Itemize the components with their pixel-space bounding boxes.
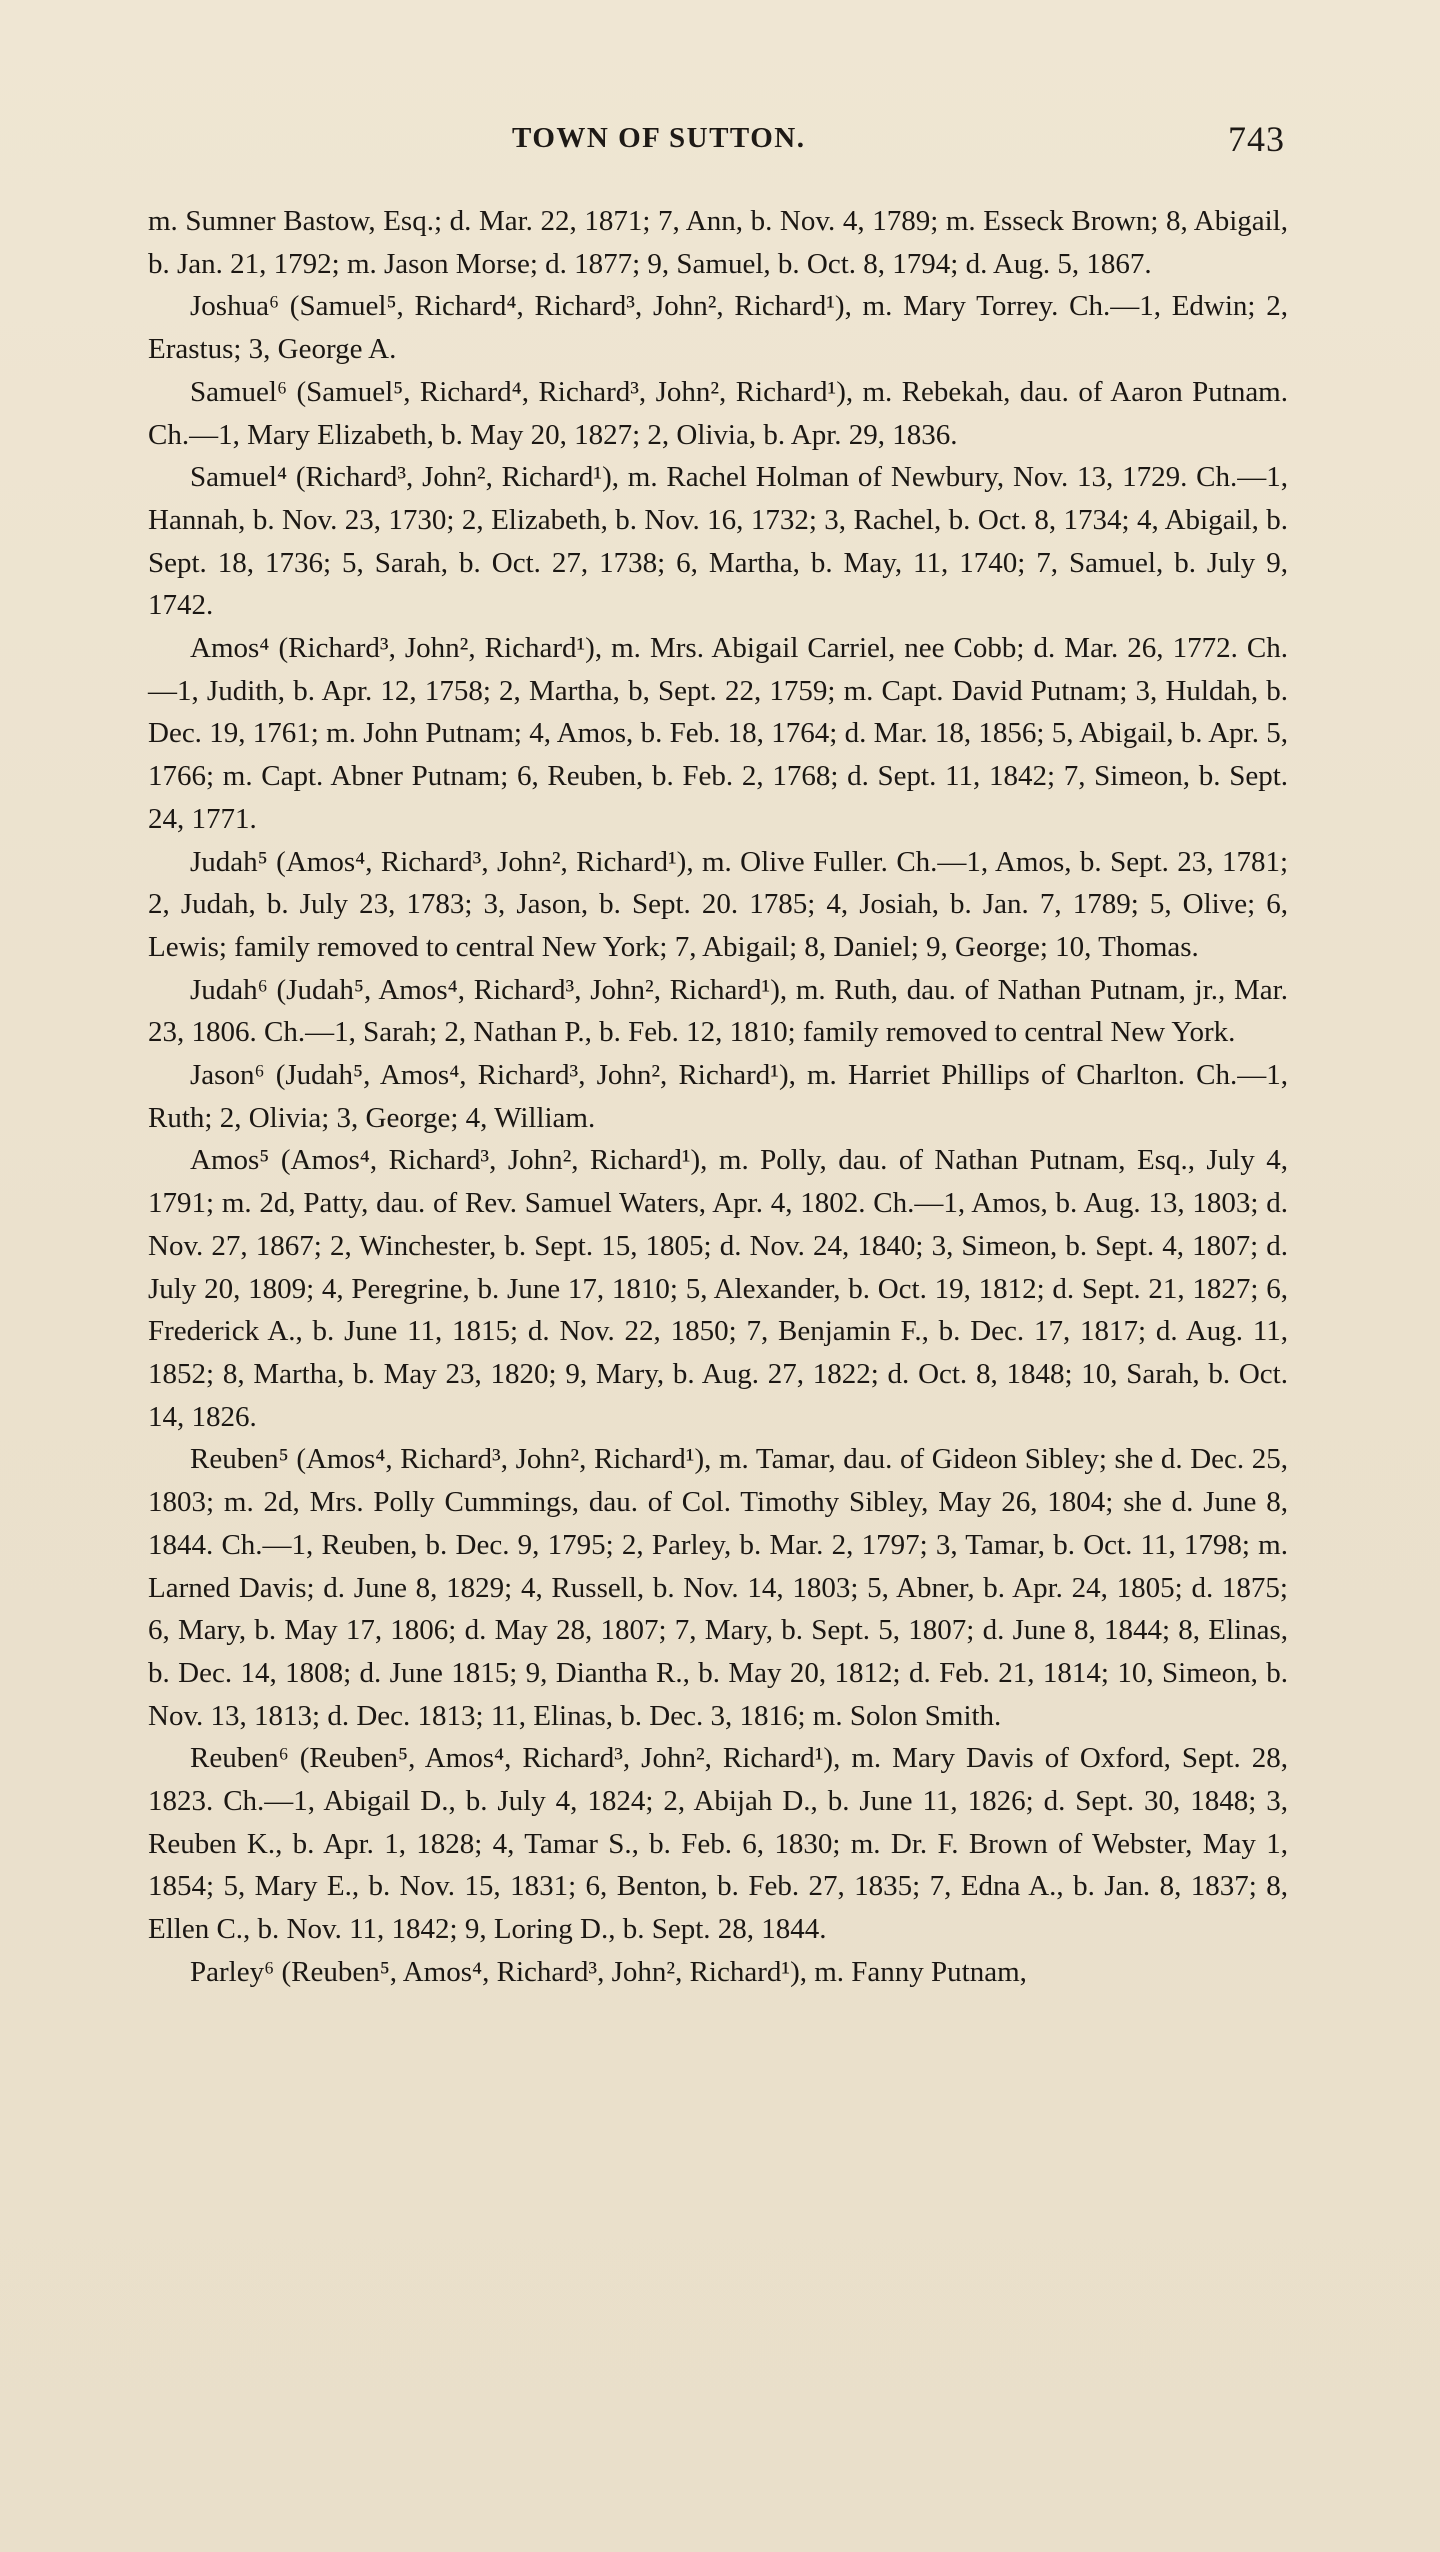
paragraph-samuel-4: Samuel⁴ (Richard³, John², Richard¹), m. Rachel Holman of Newbury, Nov. 13, 1729. Ch.—1, Hannah, b. Nov. 23, 1730; 2, Elizabeth, b. Nov. 16, 1732; 3, Rachel, b. Oct. 8, 1734; 4, Abigail, b. Sept. 18, 1736; 5, Sarah, b. Oct. 27, 1738; 6, Martha, b. May, 11, 1740; 7, Samuel, b. July 9, 1742. xyxy=(148,461,1288,622)
running-header xyxy=(0,118,1440,168)
page-number: 743 xyxy=(1228,119,1285,159)
paragraph-joshua: Joshua⁶ (Samuel⁵, Richard⁴, Richard³, John², Richard¹), m. Mary Torrey. Ch.—1, Edwin; 2, Erastus; 3, George A. xyxy=(148,290,1288,366)
header-title: TOWN OF SUTTON. xyxy=(512,122,806,154)
body-text xyxy=(148,200,1288,1994)
paragraph-reuben-5: Reuben⁵ (Amos⁴, Richard³, John², Richard¹), m. Tamar, dau. of Gideon Sibley; she d. Dec. 25, 1803; m. 2d, Mrs. Polly Cummings, dau. of Col. Timothy Sibley, May 26, 1804; she d. June 8, 1844. Ch.—1, Reuben, b. Dec. 9, 1795; 2, Parley, b. Mar. 2, 1797; 3, Tamar, b. Oct. 11, 1798; m. Larned Davis; d. June 8, 1829; 4, Russell, b. Nov. 14, 1803; 5, Abner, b. Apr. 24, 1805; d. 1875; 6, Mary, b. May 17, 1806; d. May 28, 1807; 7, Mary, b. Sept. 5, 1807; d. June 8, 1844; 8, Elinas, b. Dec. 14, 1808; d. June 1815; 9, Diantha R., b. May 20, 1812; d. Feb. 21, 1814; 10, Simeon, b. Nov. 13, 1813; d. Dec. 1813; 11, Elinas, b. Dec. 3, 1816; m. Solon Smith. xyxy=(148,1443,1288,1732)
paragraph-samuel-6: Samuel⁶ (Samuel⁵, Richard⁴, Richard³, John², Richard¹), m. Rebekah, dau. of Aaron Putnam. Ch.—1, Mary Elizabeth, b. May 20, 1827; 2, Olivia, b. Apr. 29, 1836. xyxy=(148,375,1288,451)
paragraph-amos-4: Amos⁴ (Richard³, John², Richard¹), m. Mrs. Abigail Carriel, nee Cobb; d. Mar. 26, 1772. Ch.—1, Judith, b. Apr. 12, 1758; 2, Martha, b, Sept. 22, 1759; m. Capt. David Putnam; 3, Huldah, b. Dec. 19, 1761; m. John Putnam; 4, Amos, b. Feb. 18, 1764; d. Mar. 18, 1856; 5, Abigail, b. Apr. 5, 1766; m. Capt. Abner Putnam; 6, Reuben, b. Feb. 2, 1768; d. Sept. 11, 1842; 7, Simeon, b. Sept. 24, 1771. xyxy=(148,632,1288,835)
paragraph-judah-6: Judah⁶ (Judah⁵, Amos⁴, Richard³, John², Richard¹), m. Ruth, dau. of Nathan Putnam, jr., Mar. 23, 1806. Ch.—1, Sarah; 2, Nathan P., b. Feb. 12, 1810; family removed to central New York. xyxy=(148,973,1288,1049)
paragraph-parley-6: Parley⁶ (Reuben⁵, Amos⁴, Richard³, John², Richard¹), m. Fanny Putnam, xyxy=(190,1955,1027,1988)
paragraph-judah-5: Judah⁵ (Amos⁴, Richard³, John², Richard¹), m. Olive Fuller. Ch.—1, Amos, b. Sept. 23, 1781; 2, Judah, b. July 23, 1783; 3, Jason, b. Sept. 20. 1785; 4, Josiah, b. Jan. 7, 1789; 5, Olive; 6, Lewis; family removed to central New York; 7, Abigail; 8, Daniel; 9, George; 10, Thomas. xyxy=(148,845,1288,963)
paragraph-jason-6: Jason⁶ (Judah⁵, Amos⁴, Richard³, John², Richard¹), m. Harriet Phillips of Charlton. Ch.—1, Ruth; 2, Olivia; 3, George; 4, William. xyxy=(148,1059,1288,1134)
paragraph-continuation: m. Sumner Bastow, Esq.; d. Mar. 22, 1871; 7, Ann, b. Nov. 4, 1789; m. Esseck Brown; 8, Abigail, b. Jan. 21, 1792; m. Jason Morse; d. 1877; 9, Samuel, b. Oct. 8, 1794; d. Aug. 5, 1867. xyxy=(148,205,1288,280)
paragraph-reuben-6: Reuben⁶ (Reuben⁵, Amos⁴, Richard³, John², Richard¹), m. Mary Davis of Oxford, Sept. 28, 1823. Ch.—1, Abigail D., b. July 4, 1824; 2, Abijah D., b. June 11, 1826; d. Sept. 30, 1848; 3, Reuben K., b. Apr. 1, 1828; 4, Tamar S., b. Feb. 6, 1830; m. Dr. F. Brown of Webster, May 1, 1854; 5, Mary E., b. Nov. 15, 1831; 6, Benton, b. Feb. 27, 1835; 7, Edna A., b. Jan. 8, 1837; 8, Ellen C., b. Nov. 11, 1842; 9, Loring D., b. Sept. 28, 1844. xyxy=(148,1742,1288,1946)
paragraph-amos-5: Amos⁵ (Amos⁴, Richard³, John², Richard¹), m. Polly, dau. of Nathan Putnam, Esq., July 4, 1791; m. 2d, Patty, dau. of Rev. Samuel Waters, Apr. 4, 1802. Ch.—1, Amos, b. Aug. 13, 1803; d. Nov. 27, 1867; 2, Winchester, b. Sept. 15, 1805; d. Nov. 24, 1840; 3, Simeon, b. Sept. 4, 1807; d. July 20, 1809; 4, Peregrine, b. June 17, 1810; 5, Alexander, b. Oct. 19, 1812; d. Sept. 21, 1827; 6, Frederick A., b. June 11, 1815; d. Nov. 22, 1850; 7, Benjamin F., b. Dec. 17, 1817; d. Aug. 11, 1852; 8, Martha, b. May 23, 1820; 9, Mary, b. Aug. 27, 1822; d. Oct. 8, 1848; 10, Sarah, b. Oct. 14, 1826. xyxy=(148,1144,1288,1433)
